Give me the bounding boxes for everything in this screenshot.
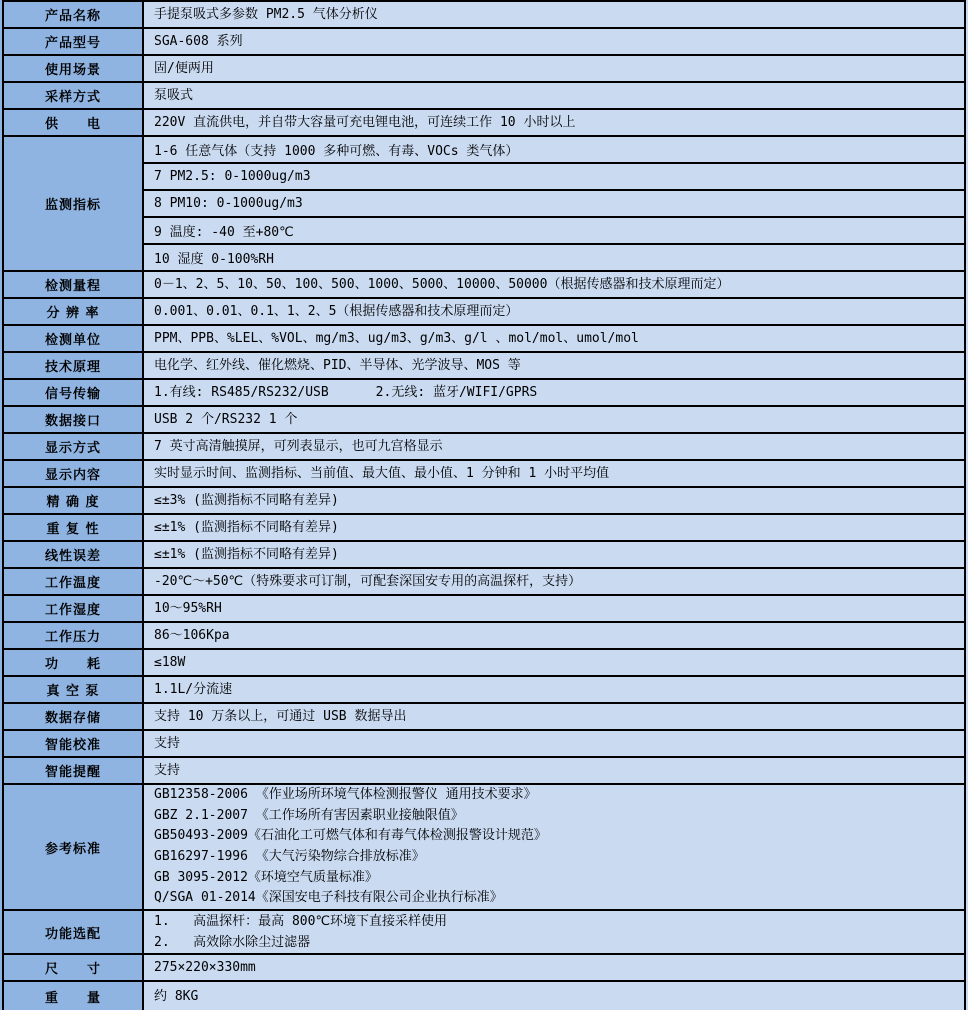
table-row <box>4 955 964 982</box>
row-values <box>144 461 964 486</box>
row-line: 2. 高效除水除尘过滤器 <box>154 935 311 950</box>
row-label: 工作温度 <box>4 569 144 594</box>
row-subvalue: 10 湿度 0-100%RH <box>154 252 274 267</box>
row-label: 信号传输 <box>4 380 144 405</box>
table-row <box>4 29 964 56</box>
sub-row <box>144 191 964 218</box>
row-values <box>144 299 964 324</box>
row-value: 支持 <box>154 763 181 778</box>
row-label: 技术原理 <box>4 353 144 378</box>
row-label: 显示方式 <box>4 434 144 459</box>
row-value: 支持 <box>154 736 181 751</box>
table-row <box>4 704 964 731</box>
row-label: 智能校准 <box>4 731 144 756</box>
row-values <box>144 623 964 648</box>
row-label: 线性误差 <box>4 542 144 567</box>
table-row <box>4 785 964 911</box>
row-values <box>144 515 964 540</box>
row-value: 支持 10 万条以上，可通过 USB 数据导出 <box>154 709 407 724</box>
row-values <box>144 955 964 980</box>
row-value: 手提泵吸式多参数 PM2.5 气体分析仪 <box>154 7 378 22</box>
row-line: GB12358-2006 《作业场所环境气体检测报警仪 通用技术要求》 <box>154 787 537 803</box>
row-subvalue: 8 PM10: 0-1000ug/m3 <box>154 196 303 211</box>
sub-row <box>144 164 964 191</box>
table-row <box>4 596 964 623</box>
row-label: 数据接口 <box>4 407 144 432</box>
sub-row <box>144 137 964 164</box>
row-values <box>144 272 964 297</box>
row-values <box>144 353 964 378</box>
row-value: USB 2 个/RS232 1 个 <box>154 412 298 427</box>
row-label: 检测量程 <box>4 272 144 297</box>
table-row <box>4 569 964 596</box>
row-value: 泵吸式 <box>154 88 194 103</box>
row-line: GBZ 2.1-2007 《工作场所有害因素职业接触限值》 <box>154 807 464 823</box>
row-values <box>144 137 964 270</box>
row-label: 分 辨 率 <box>4 299 144 324</box>
row-values <box>144 2 964 27</box>
row-value: 固/便两用 <box>154 61 214 76</box>
row-values <box>144 110 964 135</box>
row-value: -20℃～+50℃（特殊要求可订制，可配套深国安专用的高温探杆，支持） <box>154 574 582 589</box>
row-label: 监测指标 <box>4 137 144 270</box>
sub-row <box>144 218 964 245</box>
table-row <box>4 83 964 110</box>
row-values <box>144 488 964 513</box>
table-row <box>4 911 964 955</box>
table-row <box>4 299 964 326</box>
row-label: 真 空 泵 <box>4 677 144 702</box>
table-row <box>4 137 964 272</box>
row-value: 10～95%RH <box>154 601 222 616</box>
row-values <box>144 785 964 909</box>
row-values <box>144 677 964 702</box>
row-values <box>144 731 964 756</box>
row-label: 显示内容 <box>4 461 144 486</box>
row-values <box>144 704 964 729</box>
row-line: GB50493-2009《石油化工可燃气体和有毒气体检测报警设计规范》 <box>154 828 547 844</box>
table-row <box>4 2 964 29</box>
row-value: 275×220×330mm <box>154 960 256 975</box>
row-label: 工作湿度 <box>4 596 144 621</box>
row-subvalue: 7 PM2.5: 0-1000ug/m3 <box>154 169 311 184</box>
row-label: 使用场景 <box>4 56 144 81</box>
table-row <box>4 623 964 650</box>
table-row <box>4 407 964 434</box>
table-row <box>4 461 964 488</box>
row-value: SGA-608 系列 <box>154 34 243 49</box>
table-row <box>4 515 964 542</box>
row-line: GB 3095-2012《环境空气质量标准》 <box>154 869 378 885</box>
row-value: 7 英寸高清触摸屏，可列表显示，也可九宫格显示 <box>154 439 443 454</box>
row-values <box>144 29 964 54</box>
row-label: 产品名称 <box>4 2 144 27</box>
row-subvalue: 1-6 任意气体（支持 1000 多种可燃、有毒、VOCs 类气体） <box>154 144 519 159</box>
row-values <box>144 56 964 81</box>
table-row <box>4 272 964 299</box>
row-label: 产品型号 <box>4 29 144 54</box>
table-row <box>4 326 964 353</box>
row-value: 220V 直流供电，并自带大容量可充电锂电池，可连续工作 10 小时以上 <box>154 115 576 130</box>
row-label: 功 耗 <box>4 650 144 675</box>
row-value: PPM、PPB、%LEL、%VOL、mg/m3、ug/m3、g/m3、g/l 、mol/mol、umol/mol <box>154 331 639 346</box>
row-value: 约 8KG <box>154 988 199 1004</box>
table-row <box>4 650 964 677</box>
row-label: 重 量 <box>4 982 144 1010</box>
row-value: ≤±1% (监测指标不同略有差异) <box>154 547 339 562</box>
table-row <box>4 353 964 380</box>
row-value: ≤18W <box>154 655 186 670</box>
table-row <box>4 380 964 407</box>
row-subvalue: 9 温度: -40 至+80℃ <box>154 225 294 240</box>
row-value: ≤±3% (监测指标不同略有差异) <box>154 493 339 508</box>
row-value: 1.1L/分流速 <box>154 682 233 697</box>
row-label: 工作压力 <box>4 623 144 648</box>
row-values <box>144 596 964 621</box>
row-line: Q/SGA 01-2014《深国安电子科技有限公司企业执行标准》 <box>154 890 503 906</box>
row-label: 尺 寸 <box>4 955 144 980</box>
table-row <box>4 56 964 83</box>
table-row <box>4 488 964 515</box>
row-values <box>144 982 964 1010</box>
row-label: 数据存储 <box>4 704 144 729</box>
row-values <box>144 911 964 953</box>
table-row <box>4 434 964 461</box>
row-label: 精 确 度 <box>4 488 144 513</box>
row-value: ≤±1% (监测指标不同略有差异) <box>154 520 339 535</box>
sub-row <box>144 245 964 270</box>
row-label: 供 电 <box>4 110 144 135</box>
row-value: 0－1、2、5、10、50、100、500、1000、5000、10000、50000（根据传感器和技术原理而定） <box>154 277 730 292</box>
row-values <box>144 326 964 351</box>
row-label: 功能选配 <box>4 911 144 953</box>
row-values <box>144 758 964 783</box>
row-values <box>144 650 964 675</box>
row-values <box>144 380 964 405</box>
row-values <box>144 542 964 567</box>
row-value: 电化学、红外线、催化燃烧、PID、半导体、光学波导、MOS 等 <box>154 358 521 373</box>
row-label: 采样方式 <box>4 83 144 108</box>
row-label: 重 复 性 <box>4 515 144 540</box>
table-row <box>4 731 964 758</box>
product-spec-table <box>2 0 966 1010</box>
table-row <box>4 982 964 1010</box>
table-row <box>4 542 964 569</box>
row-label: 智能提醒 <box>4 758 144 783</box>
table-row <box>4 758 964 785</box>
row-value: 86～106Kpa <box>154 628 230 643</box>
row-values <box>144 434 964 459</box>
row-value: 0.001、0.01、0.1、1、2、5（根据传感器和技术原理而定） <box>154 304 519 319</box>
row-value: 1.有线: RS485/RS232/USB 2.无线: 蓝牙/WIFI/GPRS <box>154 385 538 400</box>
row-label: 检测单位 <box>4 326 144 351</box>
table-row <box>4 677 964 704</box>
row-line: 1. 高温探杆：最高 800℃环境下直接采样使用 <box>154 914 448 929</box>
row-label: 参考标准 <box>4 785 144 909</box>
row-line: GB16297-1996 《大气污染物综合排放标准》 <box>154 849 425 864</box>
row-value: 实时显示时间、监测指标、当前值、最大值、最小值、1 分钟和 1 小时平均值 <box>154 466 610 481</box>
row-values <box>144 83 964 108</box>
table-row <box>4 110 964 137</box>
row-values <box>144 569 964 594</box>
row-values <box>144 407 964 432</box>
